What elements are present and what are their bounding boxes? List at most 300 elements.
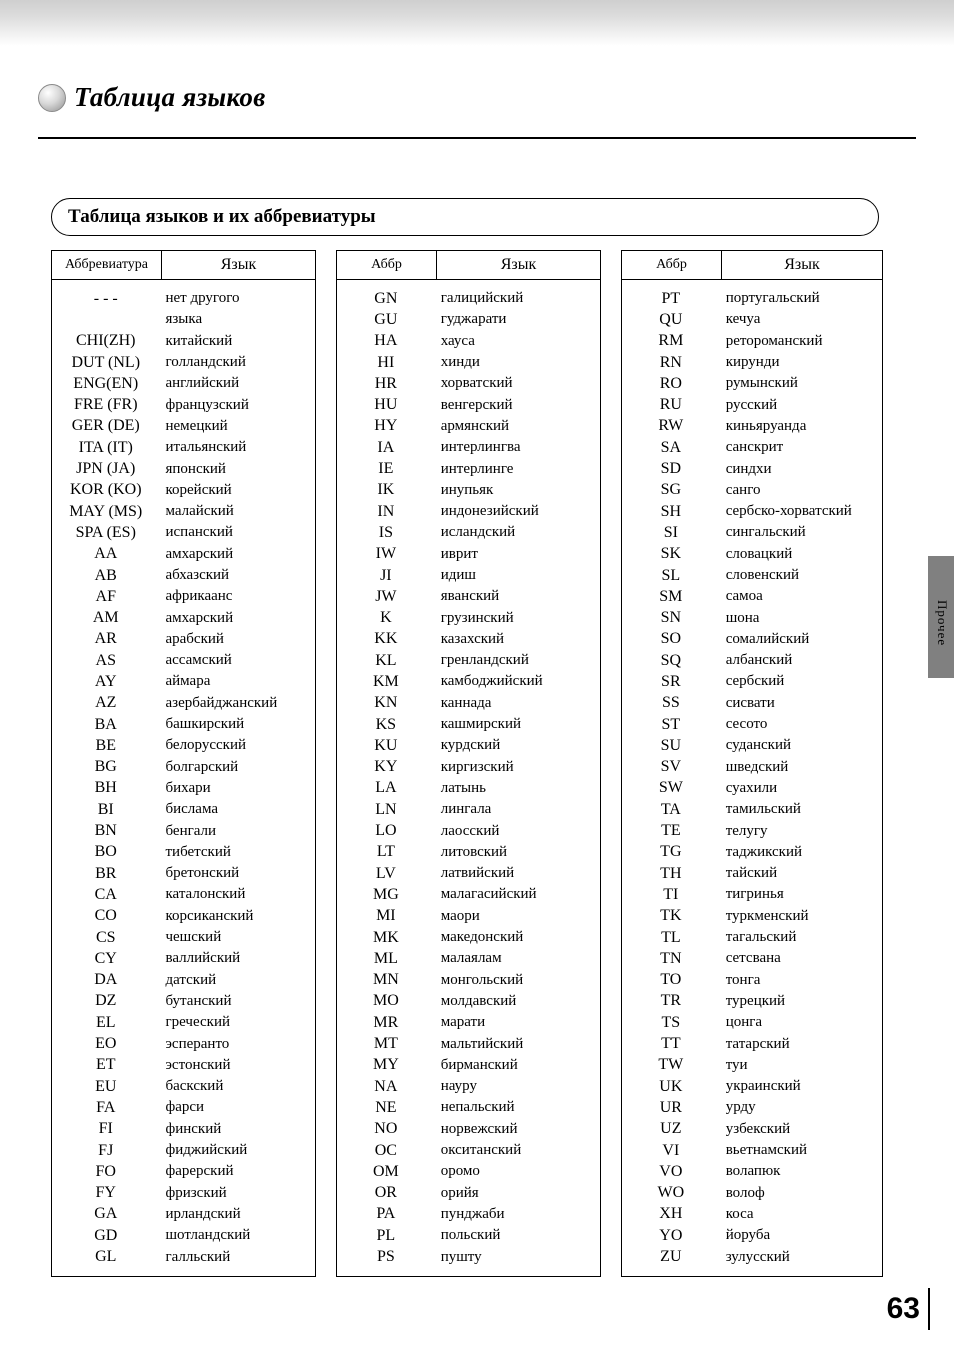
column-header-language: Язык [784,256,820,273]
cell-abbreviation: MO [372,992,399,1010]
table-row [337,544,600,565]
table-row [622,607,882,628]
table-row [337,1140,600,1161]
cell-abbreviation: HA [374,332,398,350]
column-header-abbreviation: Аббревиатура [52,251,162,279]
table-row [337,522,600,543]
cell-language: словацкий [725,545,793,562]
cell-abbreviation: FA [96,1098,116,1116]
cell-language: азербайджанский [165,694,278,711]
cell-abbreviation: HY [374,417,398,435]
cell-language: сербско-хорватский [725,503,852,520]
cell-abbreviation: AY [94,672,117,690]
cell-language: марати [440,1014,486,1031]
cell-abbreviation: TH [660,864,682,882]
cell-abbreviation: RU [659,396,682,414]
table-row [337,629,600,650]
table-row [622,863,882,884]
cell-abbreviation: SH [660,502,682,520]
cell-abbreviation: SK [660,545,682,563]
cell-language: польский [440,1227,501,1244]
cell-language: зулусский [725,1248,790,1265]
cell-language: кечуа [725,311,761,328]
cell-language: африкаанс [165,588,233,605]
table-row [52,1119,315,1140]
cell-abbreviation: DZ [95,992,117,1010]
cell-abbreviation: TS [661,1013,681,1031]
cell-language: галльский [165,1248,231,1265]
page-number: 63 [886,1292,920,1325]
section-title: Таблица языков и их аббревиатуры [68,206,376,227]
cell-abbreviation: ST [661,715,681,733]
table-row [52,480,315,501]
cell-abbreviation: TO [660,971,682,989]
cell-language: оромо [440,1163,480,1180]
cell-language: лингала [440,801,492,818]
table-row [622,650,882,671]
table-row [622,1140,882,1161]
cell-language: баскский [165,1078,224,1095]
cell-language: исландский [440,524,516,541]
page-top-band [0,0,954,46]
table-row [52,352,315,373]
cell-abbreviation: SO [660,630,682,648]
table-row [337,991,600,1012]
table-row [337,693,600,714]
cell-language: армянский [440,417,510,434]
cell-abbreviation: KM [372,672,399,690]
cell-abbreviation: SI [663,523,678,541]
cell-abbreviation: NA [374,1077,398,1095]
table-row [337,501,600,522]
table-row [337,650,600,671]
cell-abbreviation: UR [659,1098,682,1116]
cell-abbreviation: IS [378,523,393,541]
table-row [622,1182,882,1203]
cell-abbreviation: SR [661,672,681,690]
cell-language: сесото [725,716,768,733]
cell-language: бихари [165,779,211,796]
cell-abbreviation: EU [95,1077,117,1095]
cell-abbreviation: TE [661,822,681,840]
cell-language: французский [165,396,249,413]
cell-abbreviation: SV [660,758,682,776]
cell-language: словенский [725,567,800,583]
cell-abbreviation: AB [94,566,117,584]
cell-abbreviation: EL [95,1013,116,1031]
table-row [52,437,315,458]
cell-language: грузинский [440,609,514,626]
cell-abbreviation: ET [95,1056,116,1074]
table-row [622,1033,882,1054]
cell-language: гренландский [440,652,529,669]
page-title: Таблица языков [74,82,266,112]
cell-abbreviation: GU [374,310,398,328]
table-row [52,778,315,799]
table-row [52,1055,315,1076]
cell-language: хинди [440,354,480,371]
cell-language: португальский [725,290,820,307]
cell-abbreviation: AR [94,630,117,648]
cell-language: сетсвана [725,950,781,967]
table-row [337,671,600,692]
cell-language: лаосский [440,822,500,839]
cell-abbreviation: BI [97,800,114,818]
cell-language: интерлинге [440,460,514,477]
cell-abbreviation: SG [660,481,682,499]
table-row [622,970,882,991]
table-row [622,437,882,458]
cell-abbreviation: PL [376,1226,396,1244]
cell-language: фарси [165,1099,205,1116]
cell-abbreviation: QU [659,310,683,328]
cell-language: цонга [725,1014,763,1031]
cell-abbreviation: SW [658,779,683,797]
table-row [337,842,600,863]
cell-abbreviation: JPN (JA) [76,460,136,478]
cell-abbreviation: MI [376,907,396,925]
cell-abbreviation: CA [94,885,117,903]
cell-abbreviation: NO [374,1120,398,1138]
cell-language: шотландский [165,1227,251,1244]
cell-abbreviation: CHI(ZH) [75,332,136,350]
cell-abbreviation: HU [374,396,398,414]
cell-language: латынь [440,779,486,796]
cell-abbreviation: TW [658,1056,684,1074]
table-row [622,544,882,565]
cell-language: маори [440,907,480,924]
table-row [337,884,600,905]
cell-abbreviation: CS [95,928,116,946]
table-row [52,1033,315,1054]
table-row [337,820,600,841]
cell-abbreviation: RO [659,374,682,392]
cell-language: корейский [165,481,232,498]
cell-language: тонга [725,971,761,988]
cell-abbreviation: TT [661,1035,681,1053]
cell-language: албанский [725,652,793,669]
cell-language: иврит [440,545,478,562]
table-row [52,650,315,671]
cell-language: индонезийский [440,503,539,520]
cell-language: амхарский [165,545,234,562]
cell-language: испанский [165,524,233,541]
cell-language: телугу [725,822,768,839]
cell-language: итальянский [165,439,247,456]
language-table-3 [621,250,883,1277]
cell-language: кирунди [725,354,780,371]
table-row [52,693,315,714]
table-row [52,1161,315,1182]
cell-abbreviation: GER (DE) [71,417,140,435]
table-row [337,352,600,373]
cell-language: эстонский [165,1056,231,1073]
table-row [52,970,315,991]
cell-abbreviation: BN [94,822,117,840]
table-row [337,331,600,352]
bullet-icon [38,84,66,112]
table-row [622,458,882,479]
cell-language: ирландский [165,1205,241,1222]
table-row [337,394,600,415]
cell-language: датский [165,971,217,988]
table-row [622,565,882,586]
cell-language: волапюк [725,1163,781,1180]
cell-abbreviation: IK [377,481,395,499]
table-body-1 [52,280,315,1276]
table-row [337,586,600,607]
cell-abbreviation: OR [374,1184,397,1202]
cell-abbreviation: SA [660,438,682,456]
cell-language: монгольский [440,971,524,988]
table-row [622,927,882,948]
cell-language: валлийский [165,950,241,967]
cell-language: интерлингва [440,439,521,456]
cell-language: китайский [165,332,233,349]
cell-language: греческий [165,1014,230,1031]
table-row [622,714,882,735]
cell-abbreviation: GL [95,1248,117,1265]
table-row [52,927,315,948]
table-row [337,863,600,884]
table-row [337,757,600,778]
cell-abbreviation: RN [659,353,682,371]
table-row [337,309,600,330]
table-row [52,629,315,650]
cell-abbreviation: IW [375,545,397,563]
cell-language: финский [165,1120,222,1137]
cell-language: камбоджийский [440,673,543,690]
cell-abbreviation: UZ [660,1120,682,1138]
table-row [622,1097,882,1118]
table-row [337,416,600,437]
cell-abbreviation: WO [657,1184,685,1202]
cell-abbreviation: GA [94,1205,118,1223]
table-row [622,799,882,820]
cell-language: амхарский [165,609,234,626]
cell-abbreviation: BO [94,843,117,861]
column-header-language: Язык [500,256,537,273]
cell-abbreviation: PA [376,1205,396,1223]
cell-language: тайский [725,865,778,882]
language-table-2 [336,250,601,1277]
cell-abbreviation: FO [95,1162,116,1180]
cell-language: болгарский [165,758,239,775]
column-header-abbreviation: Аббр [622,251,722,279]
table-row [52,309,315,330]
cell-language: синдхи [725,460,772,477]
table-row [52,714,315,735]
table-row [52,331,315,352]
cell-language: узбекский [725,1120,791,1137]
cell-language: абхазский [165,567,230,583]
cell-abbreviation: KN [374,694,398,712]
cell-language: киньяруанда [725,417,807,434]
cell-language: бретонский [165,865,240,882]
cell-language: немецкий [165,417,228,434]
table-row [52,288,315,309]
cell-language: яванский [440,588,500,605]
language-table-1 [51,250,316,1277]
cell-abbreviation: KK [374,630,398,648]
cell-language: шона [725,609,760,626]
cell-abbreviation: VO [659,1162,683,1180]
table-row [337,1246,600,1267]
table-row [337,1055,600,1076]
table-row [622,757,882,778]
cell-abbreviation: VI [662,1141,680,1159]
cell-language: курдский [440,737,501,754]
cell-language: таджикский [725,843,803,860]
cell-abbreviation: SS [661,694,680,712]
cell-language: фарерский [165,1163,234,1180]
cell-abbreviation: KS [375,715,397,733]
table-row [622,906,882,927]
table-row [52,799,315,820]
cell-language: аймара [165,673,211,690]
cell-language: санскрит [725,439,784,456]
table-row [52,906,315,927]
cell-language: суданский [725,737,792,754]
table-row [622,884,882,905]
table-row [52,544,315,565]
cell-abbreviation: DA [94,971,118,989]
cell-abbreviation: NE [375,1098,397,1116]
table-row [622,586,882,607]
cell-abbreviation: BA [94,715,117,733]
cell-language: туи [725,1056,748,1073]
cell-abbreviation: TN [660,949,682,967]
cell-abbreviation: LN [375,800,397,818]
table-row [622,1246,882,1267]
cell-language: инупьяк [440,481,494,498]
table-row [622,522,882,543]
cell-abbreviation: SU [660,736,682,754]
table-row [52,863,315,884]
cell-language: орийя [440,1184,479,1201]
table-row [622,352,882,373]
cell-abbreviation: SPA (ES) [75,523,136,541]
cell-language: кашмирский [440,716,522,733]
cell-abbreviation: IN [377,502,395,520]
cell-abbreviation: PS [376,1248,395,1265]
cell-language: молдавский [440,992,517,1009]
cell-language: киргизский [440,758,514,775]
cell-abbreviation: TK [660,907,682,925]
table-row [622,1204,882,1225]
table-row [622,1225,882,1246]
table-row [337,607,600,628]
table-row [52,1204,315,1225]
table-row [337,373,600,394]
cell-abbreviation: SL [661,566,681,584]
table-row [52,394,315,415]
cell-language: шведский [725,758,789,775]
cell-abbreviation: KY [374,758,398,776]
table-row [52,501,315,522]
table-row [622,991,882,1012]
cell-language: турецкий [725,992,786,1009]
cell-abbreviation: LV [375,864,396,882]
table-row [622,1012,882,1033]
cell-abbreviation: MN [372,971,399,989]
cell-language: фризский [165,1184,227,1201]
table-row [337,714,600,735]
table-row [337,735,600,756]
cell-abbreviation: SQ [660,651,682,669]
cell-abbreviation: AS [95,651,116,669]
cell-language: языка [165,311,203,328]
cell-abbreviation: FRE (FR) [73,396,138,414]
column-header-abbreviation: Аббр [337,251,437,279]
side-tab-label: Прочее [935,600,950,647]
table-row [52,991,315,1012]
table-row [52,586,315,607]
cell-abbreviation: AA [94,545,118,563]
cell-language: пушту [440,1248,482,1265]
table-row [52,884,315,905]
cell-abbreviation: AZ [95,694,117,712]
table-row [622,1076,882,1097]
cell-abbreviation: IE [378,460,394,478]
cell-language: хорватский [440,375,513,392]
cell-abbreviation: BR [95,864,117,882]
cell-language: румынский [725,375,798,392]
table-row [52,373,315,394]
cell-language: чешский [165,929,222,946]
table-row [337,480,600,501]
cell-abbreviation: TA [660,800,681,818]
table-row [622,820,882,841]
table-row [622,309,882,330]
cell-language: урду [725,1099,756,1116]
table-row [52,820,315,841]
cell-language: татарский [725,1035,790,1052]
page-header [38,82,266,113]
cell-language: казахский [440,630,505,647]
cell-language: санго [725,481,761,498]
table-row [52,458,315,479]
cell-abbreviation: ZU [660,1248,682,1265]
table-row [622,331,882,352]
cell-language: мальтийский [440,1035,524,1052]
table-row [337,1012,600,1033]
table-row [622,1119,882,1140]
cell-language: малаялам [440,950,502,967]
table-row [337,458,600,479]
cell-language: ассамский [165,652,232,669]
cell-abbreviation: RM [658,332,684,350]
cell-language: венгерский [440,396,513,413]
cell-abbreviation: K [380,609,392,627]
cell-abbreviation: SM [659,587,683,605]
cell-language: идиш [440,567,476,583]
cell-language: йоруба [725,1227,771,1244]
cell-language: непальский [440,1099,515,1116]
table-header-row [337,251,600,280]
table-body-2 [337,280,600,1276]
table-row [622,842,882,863]
cell-language: сисвати [725,694,775,711]
cell-language: японский [165,460,226,477]
table-row [622,288,882,309]
cell-abbreviation: TL [661,928,681,946]
table-row [622,394,882,415]
cell-abbreviation: SD [660,460,682,478]
cell-abbreviation: GD [94,1226,118,1244]
table-row [622,501,882,522]
header-divider [38,137,916,139]
